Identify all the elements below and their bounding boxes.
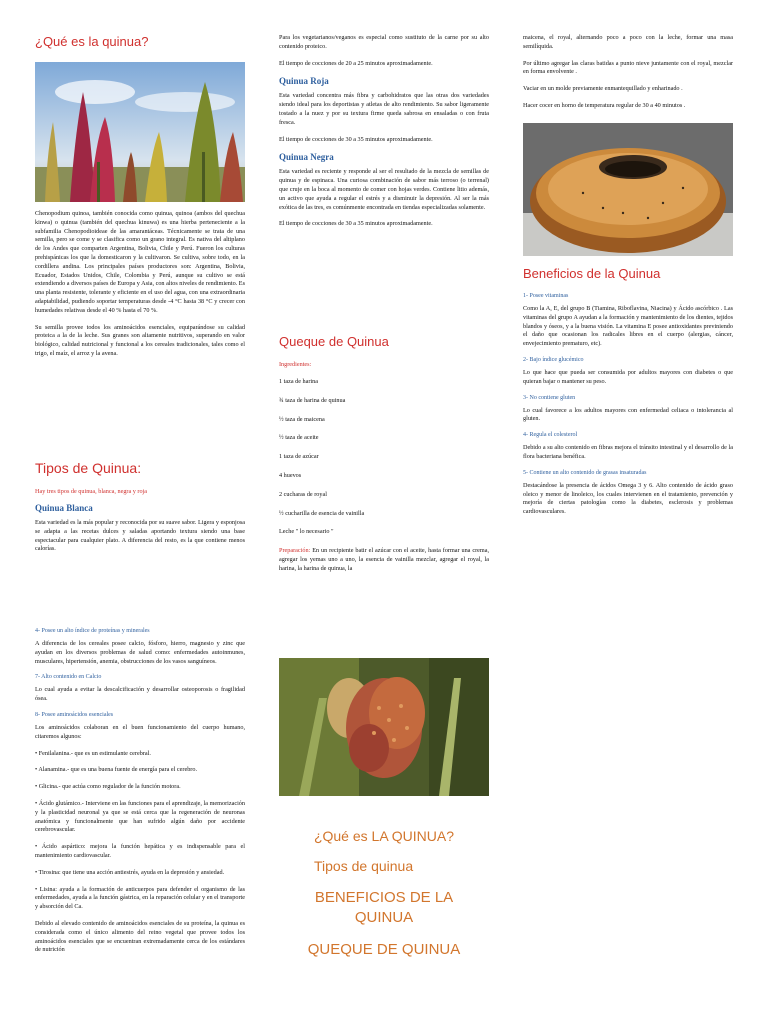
queque-section <box>279 334 489 582</box>
cover-index <box>279 828 489 958</box>
roja-time: El tiempo de cocciones de 30 a 35 minutos aproximadamente. <box>279 135 433 143</box>
beneficio-1-text: Como la A, E, del grupo B (Tiamina, Riboflavina, Niacina) y Ácido ascórbico . Las vitaminas del grupo A ayudan a la formación y mantenimiento de los dientes, tejidos blandos y óseos, y a la buena visión. La vitamina E posee antioxidantes previniendo el daño que ocasionan los radicales libres en el cuerpo (alergias, cáncer, envejecimiento prematuro, etc). <box>523 305 733 348</box>
queque-image <box>523 123 733 256</box>
vegan-paragraph: Para los vegetarianos/veganos es especial como sustituto de la carne por su alto contenido proteico. <box>279 34 489 50</box>
column-3 <box>523 34 733 119</box>
preparacion-paragraph <box>279 547 489 573</box>
closing-paragraph: Debido al elevado contenido de aminoácidos esenciales de su proteína, la quinua es considerada como el único alimento del reino vegetal que provee todos los aminoácidos esenciales que se encuentran extremadamente cerca de los estándares de nutrición <box>35 919 245 954</box>
intro-paragraph: Chenopodium quinoa, también conocida como quinua, quinoa (ambos del quechua kinwa) o quinua (también del quechua kinuwa) es una hierba perteneciente a la subfamilia Chenopodioideae de las amarantáceas. Técnicamente se trata de una semilla, pero se come y se clasifica como un grano integral. Es nativa del altiplano de los Andes que comparten Argentina, Bolivia, Chile y Perú. Fueron los culturas prehispánicas los que la domesticaron y la cultivaron. Se cultiva, sobre todo, en la cordillera andina. Los principales países productores son: Argentina, Bolivia, Ecuador, Estados Unidos, Chile, Colombia y Perú, aunque su cultivo se está extendiendo a diversos países de Europa y Asia, con altos niveles de rendimiento. Es una planta resistente, tolerante y eficiente en el uso del agua, con una extraordinaria adaptabilidad, pudiendo soportar temperaturas desde -4 °C hasta 38 °C y crecer con humedades relativas desde el 40 % hasta el 70 %. <box>35 210 245 314</box>
section-title-que-es: ¿Qué es la quinua? <box>35 34 149 49</box>
beneficio-2-title: 2- Bajo índice glucémico <box>523 356 584 363</box>
aminoacid-item: • Fenilalanina.- que es un estimulante cerebral. <box>35 749 151 757</box>
cover-que-es-caps: LA QUINUA? <box>371 828 455 844</box>
tipos-section <box>35 460 245 562</box>
cover-que-es-prefix: ¿Qué es <box>313 828 372 844</box>
cover-item-tipos: Tipos de quinua <box>314 858 414 874</box>
quinoa-field-image <box>35 62 245 202</box>
cover-item-queque: QUEQUE DE QUINUA <box>307 941 461 958</box>
intro-paragraph-2: Su semilla provee todos los aminoácidos esenciales, equiparándose su calidad proteica a la de la leche. Sus granes son altamente nutritivos, superando en valor biológico, calidad nutricional y funcional a los cereales tradicionales, tales como el trigo, el maíz, el arroz y la avena. <box>35 323 245 357</box>
ingredient-item: ½ taza de aceite <box>279 434 319 442</box>
blanca-time: El tiempo de cocciones de 20 a 25 minutos aproximadamente. <box>279 59 433 67</box>
aminoacid-list <box>35 750 245 912</box>
ingredient-item: 1 taza de harina <box>279 378 318 385</box>
column-1 <box>35 34 245 59</box>
column-4 <box>35 628 245 955</box>
beneficio-4-text: Debido a su alto contenido en fibras mejora el tránsito intestinal y el desarrollo de la flora bacteriana benéfica. <box>523 444 733 460</box>
subtitle-quinua-blanca: Quinua Blanca <box>35 503 93 513</box>
beneficio-1-title: 1- Posee vitaminas <box>523 293 569 299</box>
section-title-tipos: Tipos de Quinua: <box>35 460 142 476</box>
aminoacid-item: • Lisina: ayuda a la formación de anticuerpos para defender el organismo de las enfermedades, ayuda a la función gástrica, en la reparación celular y en el transporte y absorción del Ca. <box>35 885 245 911</box>
ingredient-item: ¾ taza de harina de quinua <box>279 396 346 404</box>
aminoacid-item: • Ácido glutámico.- Interviene en las funciones para el aprendizaje, la memorización y la plasticidad neuronal ya que se está cerca que la regeneración de neuronas anatómica y funcionalmente que han sufrido algún daño por accidente cerebrovascular. <box>35 799 245 834</box>
recipe-step-4: Hacer cocer en horno de temperatura regular de 30 a 40 minutos . <box>523 101 686 109</box>
ingredientes-label: Ingredientes: <box>279 361 312 368</box>
ingredient-item: Leche " lo necesario " <box>279 528 334 536</box>
ingredient-item: 2 cucharas de royal <box>279 490 327 498</box>
aminoacid-item: • Ácido aspártico: mejora la función hepática y es indispensable para el mantenimiento cardiovascular. <box>35 843 245 859</box>
beneficio-3-title: 3- No contiene gluten <box>523 394 576 401</box>
beneficios-section <box>523 266 733 525</box>
beneficio-aminoacidos-title: 8- Posee aminoácidos esenciales <box>35 711 114 718</box>
aminoacid-item: • Tirosina: que tiene una acción antiestrés, ayuda en la depresión y ansiedad. <box>35 868 225 876</box>
beneficio-5-title: 5- Contiene un alto contenido de grasas insaturadas <box>523 469 647 476</box>
blanca-paragraph: Esta variedad es la más popular y reconocida por su suave sabor. Ligera y esponjosa se adapta a las recetas dulces y saladas aportando textura siendo una base espectacular para cualquier plato. A diferencia del resto, es la que contiene menos calorías. <box>35 519 245 553</box>
negra-paragraph: Esta variedad es reciente y responde al ser el resultado de la mezcla de semillas de quinua y de espinaca. Una curiosa combinación de sabor más terroso (o terrenal) que cruje en la boca al momento de comer con hojas verdes. Contiene litio además, un activo que ayuda a regular el estrés y a disminuir la depresión. Al ser la más exótica de las tres, es comúnmente encontrada en tiendas especializadas solamente. <box>279 168 489 211</box>
column-2 <box>279 34 489 237</box>
ingredient-list <box>279 378 489 537</box>
beneficio-4-title: 4- Regula el colesterol <box>523 432 578 439</box>
recipe-step-3: Vaciar en un molde previamente enmantequillado y enharinado . <box>523 85 683 93</box>
ingredient-item: 4 huevos <box>279 471 302 479</box>
quinoa-plant-image <box>279 658 489 796</box>
preparacion-text: En un recipiente batir el azúcar con el aceite, hasta formar una crema, agregar los yemas uno a uno, la esencia de vainilla mezclar, agregar el royal, la harina, la harina de quinua, la <box>279 547 489 572</box>
beneficio-proteinas-title: 4- Posee un alto índice de proteínas y minerales <box>35 628 150 634</box>
tipos-intro: Hay tres tipos de quinua, blanca, negra y roja <box>35 488 148 495</box>
recipe-step-2: Por último agregar las claras batidas a punto nieve juntamente con el royal, mezclar en forma envolvente . <box>523 59 733 76</box>
cover-item-que-es <box>279 828 489 844</box>
beneficio-calcio-title: 7- Alto contenido en Calcio <box>35 674 102 681</box>
ingredient-item: 1 taza de azúcar <box>279 453 319 461</box>
recipe-step-1: maicena, el royal, alternando poco a poco con la leche, formar una masa semilíquida. <box>523 34 733 50</box>
beneficio-5-text: Destacándose la presencia de ácidos Omega 3 y 6. Alto contenido de ácido graso oleico y menor de linoleico, los cuales intervienen en el tratamiento, prevención y mejoría de ciertas patologías como la diabetes, esclerosis y problemas cardiovasculares. <box>523 481 733 516</box>
aminoacid-item: • Glicina.- que actúa como regulador de la función motora. <box>35 783 181 791</box>
preparacion-label: Preparación: <box>279 547 311 555</box>
column-1-body <box>35 210 245 367</box>
aminoacid-item: • Alanamina.- que es una buena fuente de energía para el cerebro. <box>35 766 197 774</box>
roja-paragraph: Esta variedad concentra más fibra y carbohidratos que las otras dos variedades siendo ideal para los deportistas y atletas de alto rendimiento. Su sabor ligeramente tostado a la nuez y por su textura firme queda sabrosa en ensaladas o con fruta fresca. <box>279 92 489 126</box>
ingredient-item: ½ taza de maicena <box>279 415 325 423</box>
beneficio-3-text: Lo cual favorece a los adultos mayores con enfermedad celiaca o intolerancia al gluten. <box>523 406 733 423</box>
beneficio-proteinas-text: A diferencia de los cereales posee calcio, fósforo, hierro, magnesio y zinc que ayudan en los diversos problemas de salud como: enfermedades autoinmunes, musculares, hipertensión, anemia, obstrucciones de los vasos sanguíneos. <box>35 640 245 665</box>
beneficio-calcio-text: Lo cual ayuda a evitar la descalcificación y desarrollar osteoporosis o fragilidad ósea. <box>35 686 245 703</box>
beneficio-aminoacidos-text: Los aminoácidos colaboran en el buen funcionamiento del cuerpo humano, citaremos algunos: <box>35 723 245 740</box>
beneficio-2-text: Lo que hace que pueda ser consumida por adultos mayores con diabetes o que quieran bajar o mantener su peso. <box>523 368 733 385</box>
cover-item-beneficios: BENEFICIOS DE LA QUINUA <box>314 889 454 926</box>
subtitle-quinua-negra: Quinua Negra <box>279 152 334 163</box>
ingredient-item: ½ cucharilla de esencia de vainilla <box>279 509 365 517</box>
section-title-queque: Queque de Quinua <box>279 334 389 349</box>
section-title-beneficios: Beneficios de la Quinua <box>523 266 661 281</box>
subtitle-quinua-roja: Quinua Roja <box>279 76 329 87</box>
negra-time: El tiempo de cocciones de 30 a 35 minutos aproximadamente. <box>279 220 433 228</box>
